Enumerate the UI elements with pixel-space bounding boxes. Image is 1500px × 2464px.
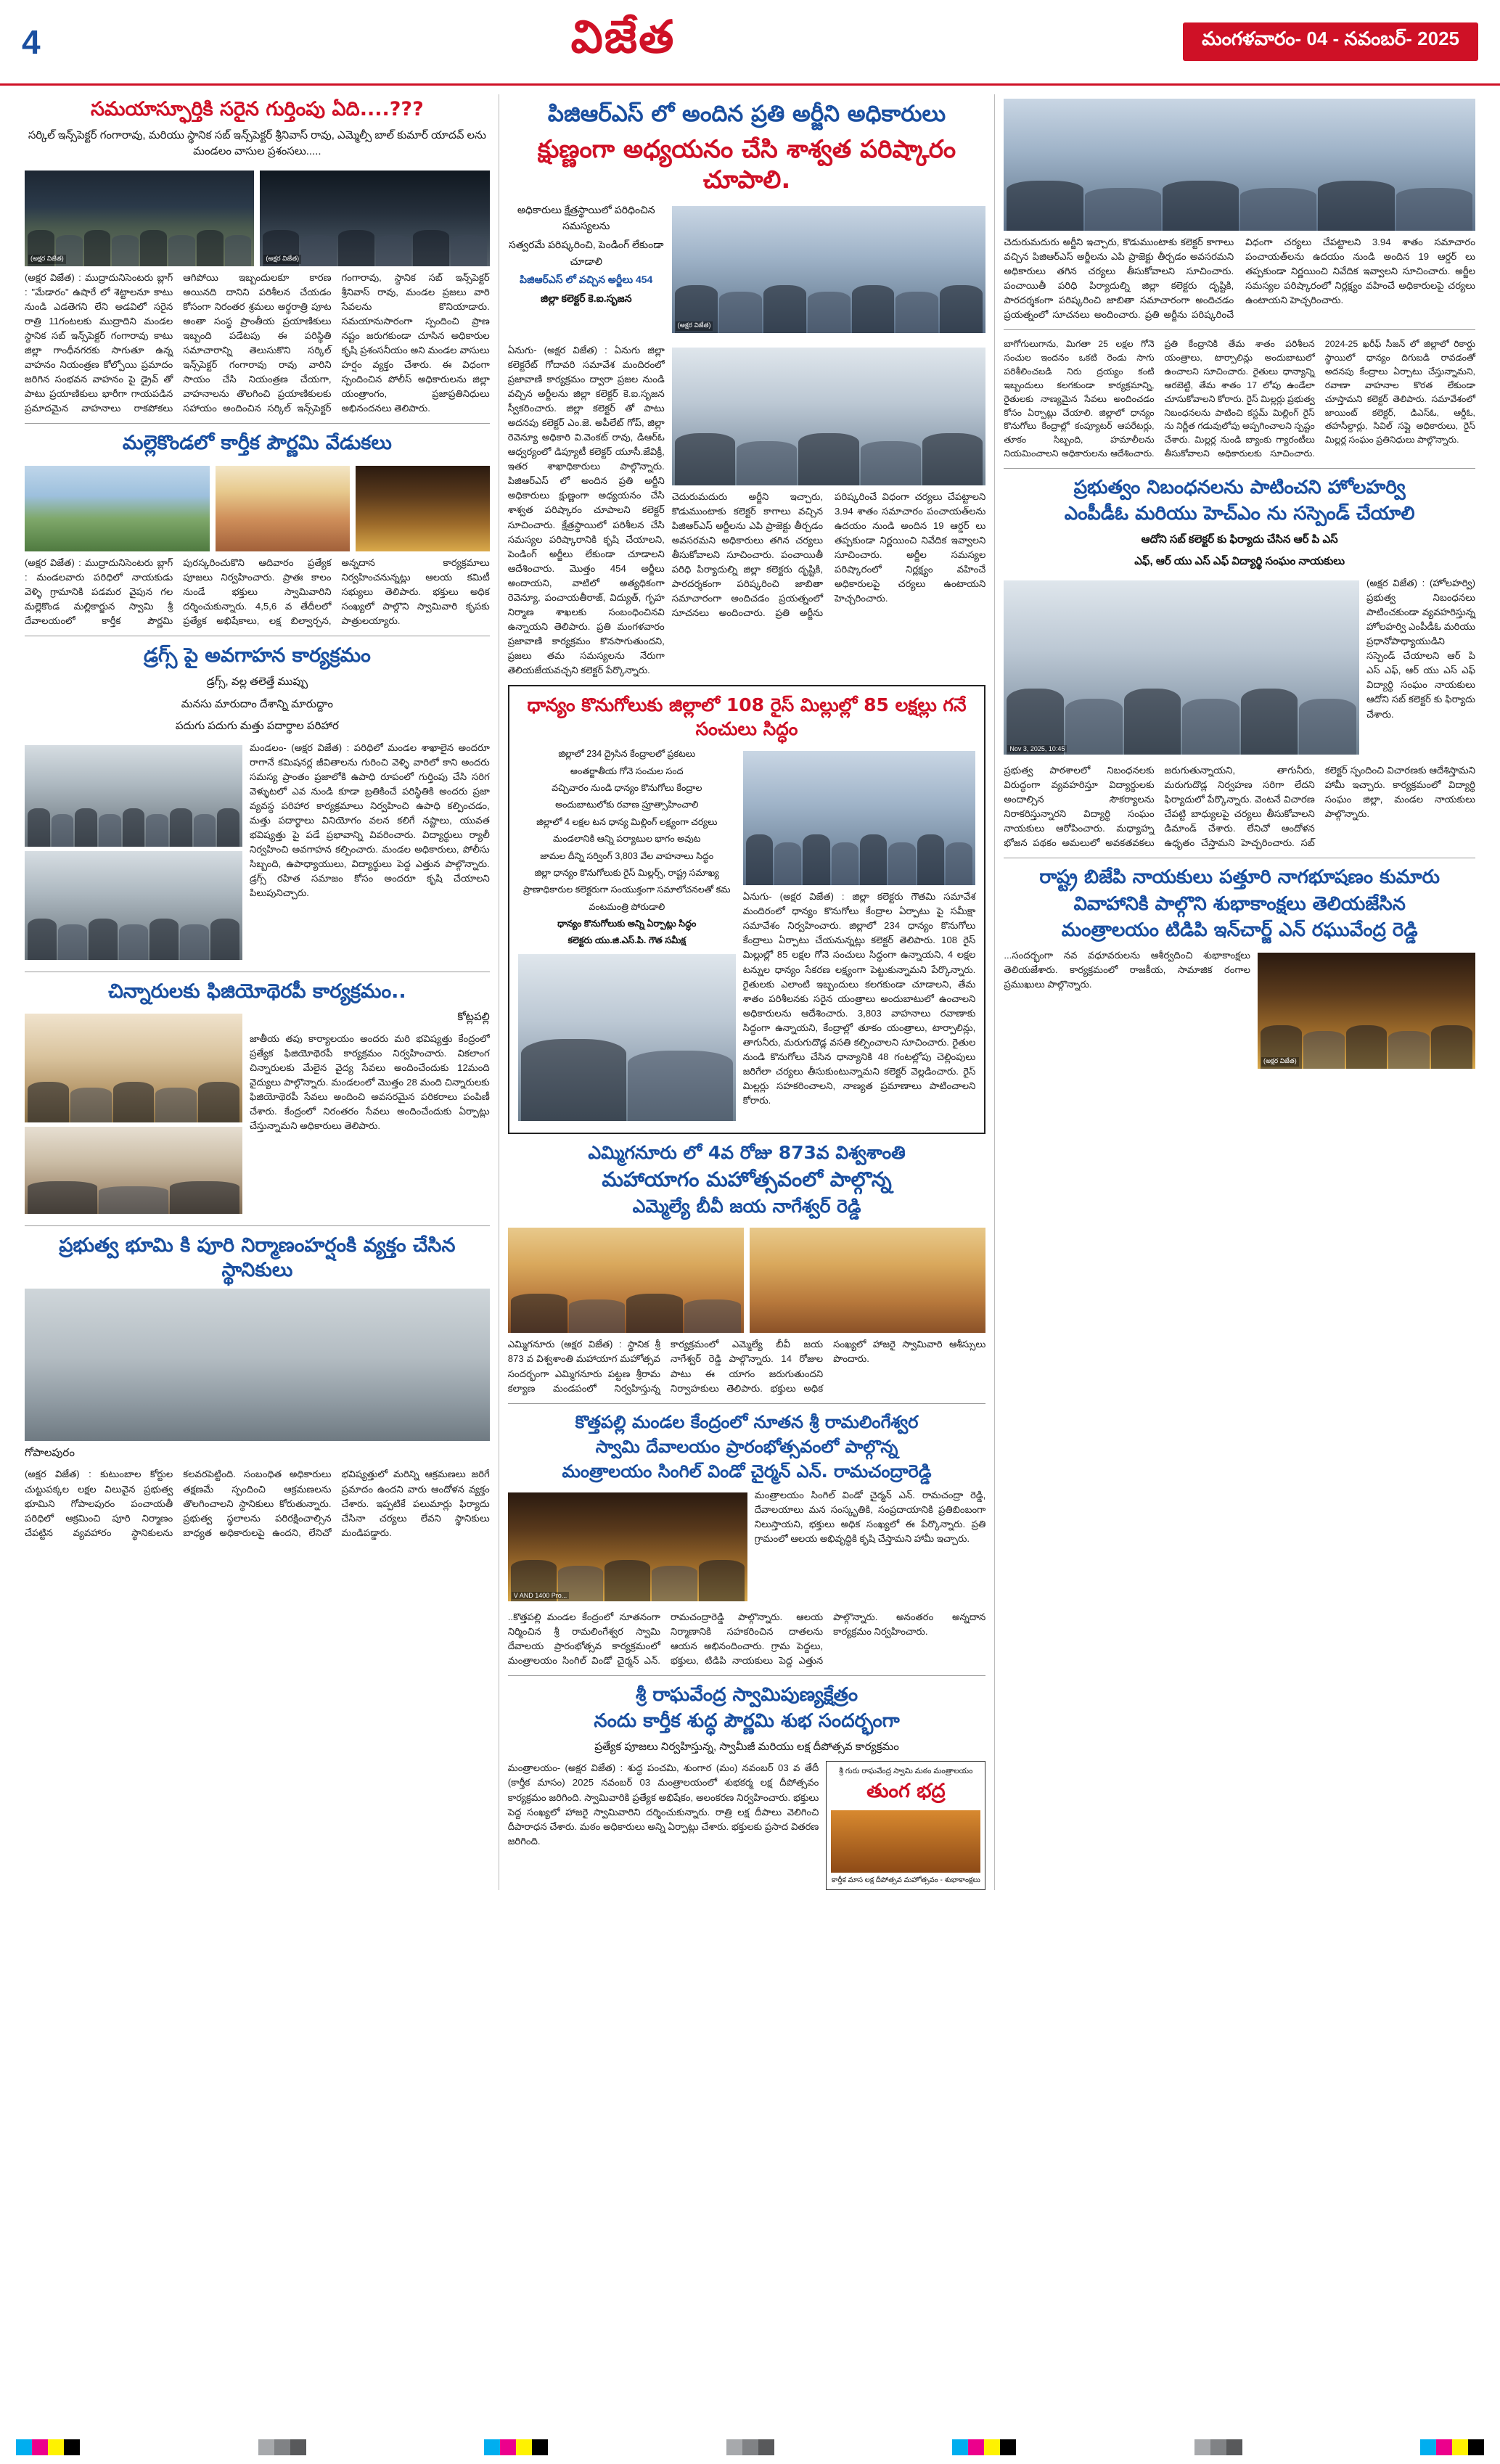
cmyk-bar-3 xyxy=(952,2439,1016,2455)
page-number: 4 xyxy=(22,22,41,61)
photo-wedding-ceremony xyxy=(1258,953,1475,1069)
box-headline: ధాన్యం కొనుగోలుకు జిల్లాలో 108 రైస్ మిల్లుల్లో 85 లక్షల్లు గనే సంచులు సిద్ధం xyxy=(527,694,967,739)
bjp-headline-3: మంత్రాలయం టిడిపి ఇన్‌చార్జ్ ఎన్ రఘువేంద్ర రెడ్డి xyxy=(1061,919,1418,942)
left-story2-text: (అక్షర విజేత) : ముద్రాదునిసెంటరు బ్లాగ్‌ : మండలవారు పరిధిలో నాయకుడు వెళ్ళి గ్రామానికి పడమర వైపున గల మల్లెకొండ మల్లికార్జున స్వామి శ్రీ దేవాలయంలో కార్తీక పౌర్ణమి పురస్కరించుకొని ఆదివారం ప్రత్యేక పూజలు నిర్వహించారు. ప్రాతః కాలం నుండే భక్తులు స్వామివారిని దర్శించుకున్నారు. 4,5,6 వ తేదీలలో ప్రత్యేక అభిషేకాలు, లక్ష బిల్వార్చన, అన్నదాన కార్యక్రమాలు నిర్వహించనున్నట్లు ఆలయ కమిటీ సభ్యులు తెలిపారు. భక్తులు అధిక సంఖ్యలో పాల్గొని స్వామివారి కృపకు పాత్రులయ్యారు. xyxy=(25,557,490,627)
cmyk-bar-2 xyxy=(484,2439,548,2455)
divider xyxy=(1004,468,1475,469)
box-bullet-3: వచ్చివారం నుండి ధాన్యం కొనుగోలు కేంద్రాల xyxy=(552,782,702,793)
right-lead-text: చెదురుమదురు అర్జీని ఇచ్చారు, కొడుముంటాకు కలెక్టర్ కాగాలు వచ్చిన పిజిఆర్ఎస్ అర్జీలను ఎపి ప్రాజెక్టు తీర్చడం అవసరమని అధికారులు తగిన చర్యలు తీసుకోవాలని సూచించారు. పంచాయితీ పరిధి పిర్యాదుల్ని జిల్లా కలెక్టరు దృష్టికి, పారదర్శకంగా పరిష్కరించి జాబితా సమాచారంగా అందిచడం ప్రయత్నంలో సూచనలు అందించారు. ప్రతి అర్జీను పరిష్కరించే విధంగా చర్యలు చేపట్టాలని 3.94 శాతం సమాచారం పంచాయత్‌లను ఉదయం నుండి అందిన 19 ఆర్డర్ లు తప్పకుండా నిర్ణయించి నివేదిక ఇవ్వాలని సూచించారు. అర్జీల సమస్యల పరిష్కారంలో నిర్లక్ష్యం వహించే అధికారులపై చర్యలు ఉంటాయని హెచ్చరించారు. xyxy=(1004,237,1475,321)
photo-review-meeting xyxy=(743,751,976,885)
gray-bar-3 xyxy=(1194,2439,1242,2455)
raghavendra-headline-1: శ్రీ రాఘవేంద్ర స్వామిపుణ్యక్షేత్రం xyxy=(636,1683,858,1706)
photo-officials-review xyxy=(1004,99,1475,231)
lead-bullet-4: జిల్లా కలెక్టర్ కె.ఐ.సృజన xyxy=(540,292,632,305)
box-bullet-11: ధాన్యం కొనుగోలుకు అన్ని ఏర్పాట్లు సిద్ధం xyxy=(557,919,697,929)
box-story-text: ఏనుగు- (అక్షర విజేత) : జిల్లా కలెక్టరు గౌతమి సమావేశ మందిరంలో ధాన్యం కొనుగోలు కేంద్రాల ఏర్పాటు పై సమీక్షా సమావేశం నిర్వహించారు. జిల్లాలో 234 ధాన్యం కొనుగోలు కేంద్రాలు ఏర్పాటు చేయనున్నట్లు కలెక్టర్ తెలిపారు. 108 రైస్ మిల్లుల్లో 85 లక్షల గోనె సంచులు సిద్ధంగా ఉన్నాయని, 4 లక్షల టన్నుల ధాన్యం సేకరణ లక్ష్యంగా పెట్టుకున్నామని పేర్కొన్నారు. రైతులకు ఎలాంటి ఇబ్బందులు కలగకుండా చూడాలని, తేమ శాతం పరిశీలనకు సరైన యంత్రాలు అందుబాటులో ఉంచాలని అధికారులను ఆదేశించారు. 3,803 వాహనాలు రవాణాకు సిద్ధంగా ఉన్నాయని, కేంద్రాల్లో తూకం యంత్రాలు, టార్పాలిన్లు, తాగునీరు, మరుగుదొడ్ల వసతి కల్పించాలని సూచించారు. రైతుల నుండి కొనుగోలు చేసిన ధాన్యానికి 48 గంటల్లోపు చెల్లింపులు జరిగేలా చర్యలు తీసుకుంటున్నామని కలెక్టర్ వెల్లడించారు. రైస్ మిల్లర్లు సహకరించాలని, నాణ్యత ప్రమాణాలు పాటించాలని కోరారు. xyxy=(742,891,976,1106)
lead-bullets xyxy=(508,202,665,307)
gray-bar-1 xyxy=(258,2439,306,2455)
suspend-headline-2: ఎంపీడీఓ మరియు హెచ్ఎం ను సస్పెండ్ చేయాలి xyxy=(1064,503,1415,525)
photo-figure-group xyxy=(743,824,976,885)
left-story1-photos xyxy=(25,166,490,271)
masthead xyxy=(0,0,1500,86)
divider xyxy=(25,1225,490,1226)
photo-caption: (అక్షర విజేత) xyxy=(676,321,713,331)
emmiganur-headline-3: ఎమ్మెల్యే బీవీ జయ నాగేశ్వర్ రెడ్డి xyxy=(632,1196,861,1217)
photo-puja-offerings xyxy=(216,466,350,551)
page-columns xyxy=(0,86,1500,1890)
box-bullet-12: కలెక్టరు యు.జి.ఎస్.పి. గౌత సమీక్ష xyxy=(567,935,687,946)
box-bullet-7: జామల దీన్ని సర్వింగ్ 3,803 వేల వాహనాలు సిద్ధం xyxy=(540,850,714,861)
issue-date: మంగళవారం- 04 - నవంబర్- 2025 xyxy=(1183,22,1478,61)
emmiganur-headline-2: మహాయాగం మహోత్సవంలో పాల్గొన్న xyxy=(602,1167,892,1192)
kothapalli-text: ..కొత్తపల్లి మండల కేంద్రంలో నూతనంగా నిర్మించిన శ్రీ రామలింగేశ్వర స్వామి దేవాలయ ప్రారంభోత్సవ కార్యక్రమంలో మంత్రాలయం సింగిల్ విండో చైర్మన్ ఎన్. రామచంద్రారెడ్డి పాల్గొన్నారు. ఆలయ నిర్మాణానికి సహకరించిన దాతలను ఆయన అభినందించారు. గ్రామ పెద్దలు, భక్తులు, టిడిపి నాయకులు పెద్ద ఎత్తున పాల్గొన్నారు. అనంతరం అన్నదాన కార్యక్రమం నిర్వహించారు. xyxy=(507,1611,986,1666)
photo-government-land-wall xyxy=(25,1289,490,1441)
box-bullets xyxy=(518,747,736,948)
right-big-story-text: బాగోగులుగాను, మిగతా 25 లక్షల గోనె సంచుల ఇందనం ఒకటి రెండు సాగు పరిశీలించబడి నిరు ద్రయ్యం కంటి ఇబ్బందులు కలగకుండా కార్యక్రమాన్ని, రైతులకు నాణ్యమైన సేవలు అందించడం కోసం ఏర్పాట్లు చేయాలి. జిల్లాలో ధాన్యం కొనుగోలు కేంద్రాల్లో కంప్యూటర్ ఆపరేటర్లు, తూకం సిబ్బంది, హమాలీలను నియమించాలని అధికారులను ఆదేశించారు. ప్రతి కేంద్రానికి తేమ శాతం పరిశీలన యంత్రాలు, టార్పాలిన్లు అందుబాటులో ఉంచాలని సూచించారు. రైతులు ధాన్యాన్ని ఆరబెట్టి, తేమ శాతం 17 లోపు ఉండేలా చూసుకోవాలని కోరారు. రైస్ మిల్లర్లు ప్రభుత్వ నిబంధనలను పాటించి కస్టమ్ మిల్లింగ్ రైస్ ను నిర్ణీత గడువులోపు అప్పగించాలని స్పష్టం చేశారు. మిల్లర్ల నుండి బ్యాంకు గ్యారంటీలు తీసుకోవాలని అధికారులకు సూచించారు. 2024-25 ఖరీఫ్ సీజన్ లో జిల్లాలో రికార్డు స్థాయిలో ధాన్యం దిగుబడి రావడంతో అదనపు కేంద్రాలు ఏర్పాటు చేస్తున్నామని, రవాణా వాహనాల కొరత లేకుండా చూస్తామని కలెక్టర్ తెలిపారు. సమావేశంలో జాయింట్ కలెక్టర్, డిఎస్ఓ, ఆర్డీఓ, తహసీల్దార్లు, సివిల్ సప్లై అధికారులు, రైస్ మిల్లర్ల సంఘం ప్రతినిధులు పాల్గొన్నారు. xyxy=(1004,339,1475,459)
newspaper-logo: విజేత xyxy=(570,9,676,63)
kothapalli-headline-1: కొత్తపల్లి మండల కేంద్రంలో నూతన శ్రీ రామలింగేశ్వర xyxy=(575,1411,919,1432)
photo-caption: (అక్షర విజేత) xyxy=(1261,1057,1299,1067)
photo-yagam-ritual xyxy=(508,1228,744,1333)
raghavendra-bottom xyxy=(508,1761,986,1890)
paddy-procurement-box xyxy=(508,685,986,1134)
photo-night-accident xyxy=(260,171,489,266)
photo-figure-group xyxy=(672,422,986,485)
lead-headline-line2: క్షుణ్ణంగా అధ్యయనం చేసి శాశ్వత పరిష్కారం చూపాలి. xyxy=(537,134,956,195)
left-story3-sub2: మనసు మారుదాం దేశాన్ని మారుద్దాం xyxy=(181,697,333,710)
raghavendra-sub: ప్రత్యేక పూజలు నిర్వహిస్తున్న, స్వామీజీ మరియు లక్ష దీపోత్సవ కార్యక్రమం xyxy=(594,1740,899,1753)
ad-swami-photo xyxy=(831,1810,980,1873)
left-story3-body xyxy=(25,741,490,964)
left-story4-headline: చిన్నారులకు ఫిజియోథెరపీ కార్యక్రమం.. xyxy=(108,980,406,1003)
raghavendra-text: మంత్రాలయం- (అక్షర విజేత) : శుద్ధ పంచమి, శుంగార (మం) నవంబర్ 03 వ తేదీ (కార్తీక మాసం) 2025 నవంబర్ 03 మంత్రాలయంలో శుభకర్మ లక్ష దీపోత్సవం కార్యక్రమం జరిగింది. స్వామివారికి ప్రత్యేక అభిషేకం, అలంకరణ నిర్వహించారు. భక్తులు పెద్ద సంఖ్యలో హాజరై స్వామివారిని దర్శించుకున్నారు. రాత్రి లక్ష దీపాలు వెలిగించి దీపారాధన చేశారు. మఠం అధికారులు అన్ని ఏర్పాట్లు చేశారు. భక్తులకు ప్రసాద వితరణ జరిగింది. xyxy=(507,1762,819,1847)
raghavendra-headline-2: నందు కార్తీక శుద్ధ పౌర్ణమి శుభ సందర్భంగా xyxy=(594,1710,900,1733)
lead-bullet-2: సత్వరమే పరిష్కరించి, పెండింగ్ లేకుండా చూడాలి xyxy=(509,239,664,267)
box-bullet-8: జిల్లా ధాన్యం కొనుగోలుకు రైస్ మిల్లర్స్, రాష్ట్ర సమాఖ్య xyxy=(534,867,719,878)
suspend-sub-1: ఆదోని సబ్ కలెక్టర్ కు ఫిర్యాదు చేసిన ఆర్ పి ఎస్ xyxy=(1141,533,1338,546)
box-bullet-5: జిల్లాలో 4 లక్షల టన ధాన్య మిల్లింగ్ లక్ష్యంగా చర్యలు xyxy=(536,816,718,827)
left-story5-headline: ప్రభుత్వ భూమి కి పూరి నిర్మాణంహర్షంకి వ్యక్తం చేసిన స్థానికులు xyxy=(59,1234,456,1282)
divider xyxy=(1004,329,1475,330)
left-story3-sub3: పదుగు పదుగు మత్తు పదార్థాల పరిహార xyxy=(175,720,339,733)
photo-grievance-desk xyxy=(672,348,986,485)
photo-figure-group xyxy=(1004,170,1475,231)
ad-footer-text: కార్తీక మాస లక్ష దీపోత్సవ మహోత్సవం - శుభాకాంక్షలు xyxy=(831,1876,980,1884)
lead-story-top xyxy=(508,202,986,337)
box-bullet-1: జిల్లాలో 234 ద్రైసిన కేంద్రాలలో ప్రకటలు xyxy=(558,749,696,760)
kothapalli-body xyxy=(508,1488,986,1606)
photo-figure-group xyxy=(25,1174,242,1214)
photo-child-therapy xyxy=(25,1127,242,1214)
suspend-headline-1: ప్రభుత్వం నిబంధనలను పాటించని హోలహర్వి xyxy=(1073,476,1406,498)
photo-collector-desk xyxy=(518,954,736,1121)
bjp-headline-1: రాష్ట్ర బిజేపి నాయకులు పత్తూరి నాగభూషణం కుమారు xyxy=(1039,866,1440,889)
box-bullet-10: వంటమంత్రి పోరుడాలి xyxy=(589,901,665,912)
photo-caption: (అక్షర విజేత) xyxy=(263,255,301,264)
ad-brand-name: తుంగ భద్ర xyxy=(866,1779,946,1802)
left-story3-text: మండలం- (అక్షర విజేత) : పరిధిలో మండల శాఖాలైన అందరూ రాగానే కమిషనర్ల జీవితాలను గురించి వెళ్ళి వారిలో కాని అందరు సమస్య ప్రాంతం ప్రజాలోకి ఉపాధి రూపంలో గుర్తింపు చేసి సరిగ వెళ్ళుటలో ఎవ నుండి కూడా బ్రతికించే పరిస్థితికి అందరు ప్రజా వ్యవస్థ పరిహార కార్యక్రమాలు నిర్వహించి ఉపాధి కల్పించడం, మత్తు పదార్థాలు వినియోగం వలన కలిగే నష్టాలు, యువత భవిష్యత్తు పై పడే ప్రభావాన్ని వివరించారు. విద్యార్థులు ర్యాలీ నిర్వహించి అవగాహన కల్పించారు. మండల అధికారులు, పోలీసు సిబ్బంది, ఉపాధ్యాయులు, విద్యార్థులు పెద్ద ఎత్తున పాల్గొన్నారు. డ్రగ్స్ రహిత సమాజం కోసం అందరూ కృషి చేయాలని పిలుపునిచ్చారు. xyxy=(250,742,490,899)
photo-figure-group xyxy=(25,1072,242,1122)
emmiganur-headline-1: ఎమ్మిగనూరు లో 4వ రోజు 873వ విశ్వశాంతి xyxy=(588,1141,906,1163)
left-story4-sub: కోట్లపల్లి xyxy=(457,1011,490,1024)
date-band xyxy=(1137,22,1478,61)
photo-figure-group xyxy=(508,1285,744,1334)
bjp-body xyxy=(1004,948,1475,1073)
photo-temple-opening xyxy=(508,1492,747,1601)
left-story3-sub1: డ్రగ్స్, వల్ల తలెత్తే ముప్పు xyxy=(206,675,308,689)
cmyk-bar-1 xyxy=(16,2439,80,2455)
suspend-side-text: (అక్షర విజేత) : (హోలహర్వి) ప్రభుత్వ నిబంధనలు పాటించకుండా వ్యవహరిస్తున్న హోలహర్వి ఎంపీడీఓ మరియు ప్రధానోపాధ్యాయుడిని సస్పెండ్ చేయాలని ఆర్ పి ఎస్ ఎఫ్, ఆర్ యు ఎస్ ఎఫ్ విద్యార్థి సంఘం నాయకులు ఆదోని సబ్ కలెక్టర్ కు ఫిర్యాదు చేశారు. xyxy=(1366,577,1475,720)
box-bullet-6: మండలానికి ఆన్ని పర్యాటుల భాగం అవుట xyxy=(552,834,701,845)
photo-complaint-submission xyxy=(1004,580,1359,755)
box-top xyxy=(518,747,976,1125)
photo-gathering xyxy=(25,171,254,266)
photo-deity-garland xyxy=(356,466,490,551)
lead-story-middle xyxy=(508,343,986,678)
suspend-sub-2: ఎఫ్, ఆర్ యు ఎస్ ఎఫ్ విద్యార్థి సంఘం నాయకులు xyxy=(1134,555,1345,568)
photo-yagam-pandal xyxy=(750,1228,985,1333)
box-bullet-2: అంతర్జాతీయ గోనె సంచుల సంద xyxy=(570,765,684,776)
photo-hill-temple xyxy=(25,466,210,551)
photo-figure-group xyxy=(1004,675,1359,755)
left-story4-text: జాతీయ తపు కార్యాలయం అందరు మరి భవిష్యత్తు కేంద్రంలో ప్రత్యేక ఫిజియోథెరపీ కార్యక్రమం నిర్వహించారు. వికలాంగ చిన్నారులకు మేలైన వైద్య సేవలు అందించేందుకు 12మంది వైద్యులు పాల్గొన్నారు. మండలంలో మొత్తం 28 మంది చిన్నారులకు ఫిజియోథెరపీ సేవలు అందించి అవసరమైన పరికరాలు పంపిణీ చేశారు. కేంద్రంలో నిరంతరం సేవలు అందించేందుకు ఏర్పాట్లు చేస్తున్నామని అధికారులు తెలిపారు. xyxy=(250,1032,490,1132)
photo-figure-group xyxy=(25,800,242,846)
left-story5-text: (అక్షర విజేత) : కుటుంబాల కోర్టుల చుట్టుపక్కల లక్షల విలువైన ప్రభుత్వ భూమిని గోపాలపురం పంచాయతీ పరిధిలో ఆక్రమించి పూరి నిర్మాణం చేపట్టిన వ్యవహారం స్థానికులను కలవరపెట్టింది. సంబంధిత అధికారులు తక్షణమే స్పందించి ఆక్రమణలను తొలగించాలని స్థానికులు కోరుతున్నారు. ప్రభుత్వ స్థలాలను పరిరక్షించాల్సిన బాధ్యత అధికారులపై ఉందని, లేనిచో భవిష్యత్తులో మరిన్ని ఆక్రమణలు జరిగే ప్రమాదం ఉందని వారు ఆందోళన వ్యక్తం చేశారు. ఇప్పటికే పలుమార్లు ఫిర్యాదు చేసినా చర్యలు లేవని స్థానికులు మండిపడ్డారు. xyxy=(25,1469,490,1538)
suspend-body xyxy=(1004,576,1475,759)
right-column xyxy=(995,94,1484,1890)
photo-figure-group xyxy=(518,1021,736,1121)
bjp-headline-2: వివాహానికి పాల్గొని శుభాకాంక్షలు తెలియజేసిన xyxy=(1073,892,1406,915)
left-story5-sub: గోపాలపురం xyxy=(25,1446,75,1459)
box-bullet-9: ప్రాణాధికారుల కలెక్టరుగా సంయుక్తంగా సమాలోచనలతో కమ xyxy=(522,884,731,895)
left-story1-text: (అక్షర విజేత) : ముద్రాదునిసెంటరు బ్లాగ్‌ : "మేడారం" ఉషారే లో శెట్టాలనూ కాటు నుండి ఎడతెగని లేని అడవిలో సరైన రాత్రి 11గంటలకు ముద్రాదిని మండల స్థానిక సబ్ ఇన్స్‌పెక్టర్ గంగారావు కాటు జిల్లా గాంధీనగరకు సాగుతూ ఉన్న వాహనం నియంత్రణ కోల్పోయి ప్రమాదం జరిగిన సంభవన వాహనం పై డ్రైవ్ తో పాటు ప్రయాణికులు భారీగా గాయపడిన ప్రమాదమైన వాహనాలు రాకపోకలు ఆగిపోయి ఇబ్బందులకూ కారణ అయినది దానిని పరిశీలన చేయడం కోసంగా నిరంతర శ్రమలు అర్థరాత్రి పూట అంతా సంస్థ ప్రాంతీయ ప్రయాణికులు ఇబ్బంది పడేటపు ఈ పరిస్థితి సమాచారాన్ని తెలుసుకొని సర్కిల్ ఇన్స్‌పెక్టర్ గంగారావు రావు వారిని సాయం చేసి నియంత్రణ చేయగా, వాహనాలను తొలగించి ప్రయాణికులకు సహాయం అందించిన సర్కిల్ ఇన్స్‌పెక్టర్ గంగారావు, స్థానిక సబ్ ఇన్స్‌పెక్టర్ శ్రీనివాస్ రావు, మండల ప్రజలు వారి సేవలను కొనియాడారు. సమయానుసారంగా స్పందించి ప్రాణ నష్టం జరుగకుండా చూసిన అధికారుల కృషి ప్రశంసనీయం అని మండల వాసులు హర్షం వ్యక్తం చేశారు. ఈ విధంగా స్పందించిన పోలీస్ అధికారులను జిల్లా యంత్రాంగం, ప్రజాప్రతినిధులు అభినందనలు తెలిపారు. xyxy=(25,271,490,414)
divider xyxy=(25,423,490,424)
left-story4-body xyxy=(25,1009,490,1218)
middle-column xyxy=(499,94,996,1890)
photo-physiotherapy-session xyxy=(25,1014,242,1122)
bjp-text: ...సందర్భంగా నవ వధూవరులను ఆశీర్వదించి శుభాకాంక్షలు తెలియజేశారు. కార్యక్రమంలో రాజకీయ, సామాజిక రంగాల ప్రముఖులు పాల్గొన్నారు. xyxy=(1004,949,1250,990)
left-story1-headline: సమయాస్ఫూర్తికి సరైన గుర్తింపు ఏది....??? xyxy=(90,98,424,120)
divider xyxy=(508,1403,986,1404)
kothapalli-headline-3: మంత్రాలయం సింగిల్ విండో చైర్మన్ ఎన్. రామచంద్రారెడ్డి xyxy=(562,1461,932,1482)
photo-rally-students xyxy=(25,745,242,847)
emmiganur-photos xyxy=(508,1223,986,1337)
box-bullet-4: అందుబాటులోకు రవాణ ప్రూత్సాహించాలి xyxy=(555,800,699,810)
tunga-advertisement xyxy=(826,1761,985,1890)
photo-caption: (అక్షర విజేత) xyxy=(28,255,66,264)
left-story3-headline: డ్రగ్స్ పై అవగాహన కార్యక్రమం xyxy=(143,644,371,668)
photo-figure-group xyxy=(25,910,242,960)
lead-story-text: ఏనుగు- (అక్షర విజేత) : ఏనుగు జిల్లా కలెక్టరేట్ గోదావరి సమావేశ మందిరంలో ప్రజావాణి కార్యక్రమం ద్వారా ప్రజల నుండి వచ్చిన అర్జీలను జిల్లా కలెక్టర్ కె.ఐ.సృజన స్వీకరించారు. జిల్లా కలెక్టర్ తో పాటు అదనపు కలెక్టర్ ఎం.జె. అపీలేట్ గోప్, జిల్లా రెవెన్యూ అధికారి వి.వెంకట్ రావు, డిఆర్ఓ ఆధ్వర్యంలో డిప్యూటీ కలెక్టర్ యూసీ.జేవిక్రీ, ఇతర శాఖాధికారులు పాల్గొన్నారు. పిజిఆర్ఎస్ లో అందిన ప్రతి అర్జీని అధికారులు క్షుణ్ణంగా అధ్యయనం చేసి శాశ్వత పరిష్కారం చూపాలని కలెక్టర్ సూచించారు. క్షేత్రస్థాయిలో పరిశీలన చేసి సమస్యల పరిష్కారానికి కృషి చేయాలని, పెండింగ్ అర్జీలు లేకుండా చూడాలని ఆదేశించారు. మొత్తం 454 అర్జీలు అందాయని, వాటిలో అత్యధికంగా రెవెన్యూ, పంచాయతీరాజ్, విద్యుత్, గృహ నిర్మాణ శాఖలకు సంబంధించినవి ఉన్నాయని తెలిపారు. ప్రతి మంగళవారం ప్రజావాణి కార్యక్రమం కొనసాగుతుందని, ప్రజలు తమ సమస్యలను నేరుగా తెలియజేయవచ్చని కలెక్టర్ పేర్కొన్నారు. xyxy=(507,344,665,676)
divider xyxy=(508,1675,986,1676)
left-story1-byline: సర్కిల్ ఇన్స్‌పెక్టర్ గంగారావు, మరియు స్థానిక సబ్ ఇన్స్‌పెక్టర్ శ్రీనివాస్ రావు, ఎమ్మెల్సీ బాల్ కుమార్ యాదవ్ లను మండలం వాసుల ప్రశంసలు..... xyxy=(28,128,486,158)
lead-headline-line1: పిజిఆర్ఎస్ లో అందిన ప్రతి అర్జీని అధికారులు xyxy=(547,101,946,127)
photo-figure-group xyxy=(672,274,986,333)
lead-bullet-1: అధికారులు క్షేత్రస్థాయిలో పరిధించిన సమస్యలను xyxy=(517,203,655,232)
kothapalli-caption-right: మంత్రాలయం సింగిల్ విండో చైర్మన్ ఎన్. రామచంద్రా రెడ్డి, దేవాలయాలు మన సంస్కృతికి, సంప్రదాయానికి ప్రతిబింబంగా నిలుస్తాయని, భక్తులు అధిక సంఖ్యలో ఈ పేర్కొన్నారు. ప్రతి గ్రామంలో ఆలయ అభివృద్ధికి కృషి చేస్తామని హామీ ఇచ్చారు. xyxy=(754,1489,986,1544)
cmyk-bar-4 xyxy=(1420,2439,1484,2455)
lead-story-text-cont: చెదురుమదురు అర్జీని ఇచ్చారు, కొడుముంటాకు కలెక్టర్ కాగాలు వచ్చిన పిజిఆర్ఎస్ అర్జీలను ఎపి ప్రాజెక్టు తీర్చడం అవసరమని అధికారులు తగిన చర్యలు తీసుకోవాలని సూచించారు. పంచాయితీ పరిధి పిర్యాదుల్ని జిల్లా కలెక్టరు దృష్టికి, పారదర్శకంగా పరిష్కరించి జాబితా సమాచారంగా అందిచడం ప్రయత్నంలో సూచనలు అందించారు. ప్రతి అర్జీను పరిష్కరించే విధంగా చర్యలు చేపట్టాలని 3.94 శాతం సమాచారం పంచాయత్‌లను ఉదయం నుండి అందిన 19 ఆర్డర్ లు తప్పకుండా నిర్ణయించి నివేదిక ఇవ్వాలని సూచించారు. అర్జీల సమస్యల పరిష్కారంలో నిర్లక్ష్యం వహించే అధికారులపై చర్యలు ఉంటాయని హెచ్చరించారు. xyxy=(671,490,986,619)
left-story2-headline: మల్లెకొండలో కార్తీక పౌర్ణమి వేడుకలు xyxy=(122,432,392,455)
photo-rally-banner xyxy=(25,851,242,960)
lead-bullet-3: పిజిఆర్ఎస్ లో వచ్చిన అర్జీలు 454 xyxy=(520,274,653,286)
kothapalli-headline-2: స్వామి దేవాలయం ప్రారంభోత్సవంలో పాల్గొన్న xyxy=(595,1436,898,1457)
emmiganur-text: ఎమ్మిగనూరు (అక్షర విజేత) : స్థానిక శ్రీ 873 వ విశ్వశాంతి మహాయాగ మహోత్సవ సందర్భంగా ఎమ్మిగనూరు పట్టణ శ్రీరామ కల్యాణ మండపంలో నిర్వహిస్తున్న కార్యక్రమంలో ఎమ్మెల్యే బీవీ జయ నాగేశ్వర్ రెడ్డి పాల్గొన్నారు. 14 రోజుల పాటు ఈ యాగం జరుగుతుందని నిర్వాహకులు తెలిపారు. భక్తులు అధిక సంఖ్యలో హాజరై స్వామివారి ఆశీస్సులు పొందారు. xyxy=(507,1339,986,1394)
photo-collector-meeting xyxy=(672,206,986,333)
suspend-text: ప్రభుత్వ పాఠశాలలో నిబంధనలకు విరుద్ధంగా వ్యవహరిస్తూ విద్యార్థులకు అందాల్సిన సౌకర్యాలను నిరాకరిస్తున్నారని విద్యార్థి సంఘం నాయకులు ఆరోపించారు. మధ్యాహ్న భోజన పథకం అమలులో అవకతవకలు జరుగుతున్నాయని, తాగునీరు, మరుగుదొడ్ల నిర్వహణ సరిగా లేదని ఫిర్యాదులో పేర్కొన్నారు. వెంటనే విచారణ చేపట్టి బాధ్యులపై చర్యలు తీసుకోవాలని డిమాండ్ చేశారు. లేనిచో ఆందోళన ఉధృతం చేస్తామని హెచ్చరించారు. సబ్ కలెక్టర్ స్పందించి విచారణకు ఆదేశిస్తామని హామీ ఇచ్చారు. కార్యక్రమంలో విద్యార్థి సంఘం జిల్లా, మండల నాయకులు పాల్గొన్నారు. xyxy=(1004,764,1475,849)
left-column xyxy=(16,94,499,1890)
photo-caption: Nov 3, 2025, 10:45 xyxy=(1007,745,1067,752)
ad-top-text: శ్రీ గురు రాఘవేంద్ర స్వామి మఠం మంత్రాలయం xyxy=(839,1767,973,1776)
photo-caption: V AND 1400 Pro... xyxy=(512,1592,570,1599)
left-story2-photos xyxy=(25,461,490,556)
gray-bar-2 xyxy=(726,2439,774,2455)
registration-color-bars xyxy=(0,2439,1500,2455)
